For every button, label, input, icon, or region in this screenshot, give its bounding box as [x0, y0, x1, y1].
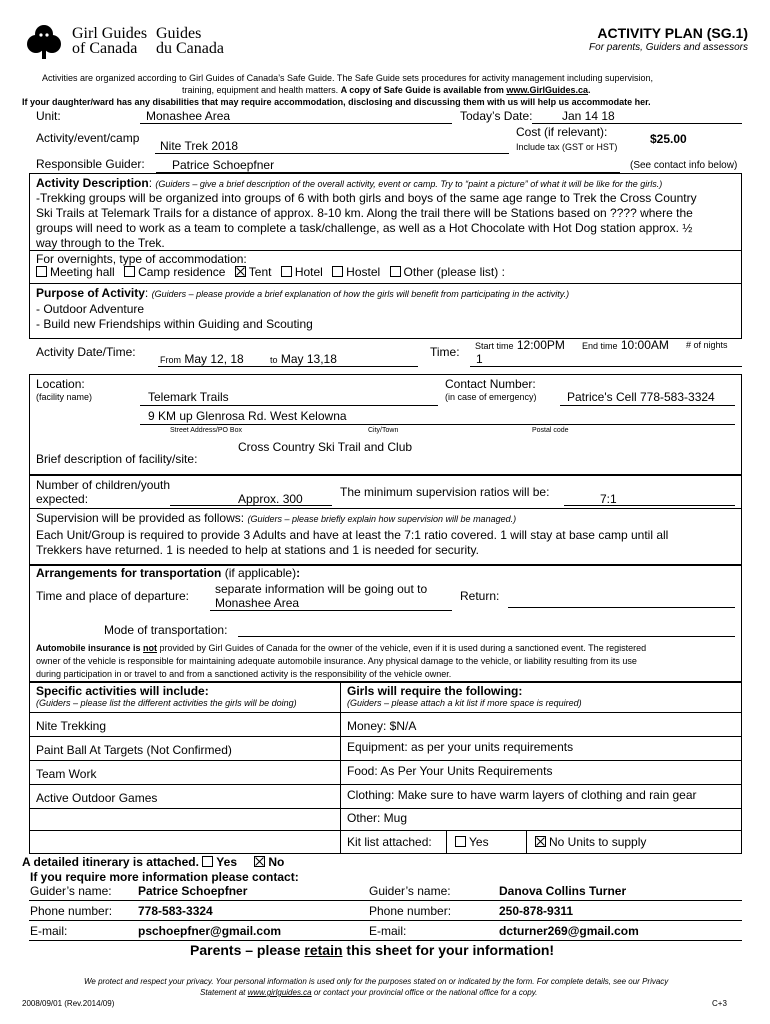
table-row-line	[29, 712, 742, 713]
insurance-line2: owner of the vehicle is responsible for maintaining adequate automobile insurance. Any physical damage to the vehicle, or liability resulting from its use	[36, 656, 637, 666]
supervision-line: Trekkers have returned. 1 is needed to help at stations and 1 is needed for security.	[36, 543, 479, 557]
logo-fr-line1: Guides	[156, 25, 202, 42]
checkbox-hotel[interactable]	[281, 265, 323, 279]
contact-info-note: (See contact info below)	[630, 160, 738, 171]
contact-heading: If you require more information please contact:	[30, 870, 299, 884]
itinerary-no-label: No	[268, 855, 285, 869]
purpose-text[interactable]	[36, 302, 313, 332]
description-line: Ski Trails at Telemark Trails for a distance of approx. 8-10 km. Along the trail there will be Stations based on ???? where the	[36, 206, 693, 220]
logo-text-en	[72, 26, 147, 56]
facility-name-label: (facility name)	[36, 392, 93, 402]
requirement-item[interactable]: Clothing: Make sure to have warm layers of clothing and rain gear	[347, 788, 697, 802]
address-field[interactable]: 9 KM up Glenrosa Rd. West Kelowna	[148, 409, 347, 423]
insurance-line1	[36, 642, 646, 655]
from-label: From	[160, 355, 181, 365]
guider2-phone-field[interactable]: 250-878-9311	[499, 904, 574, 918]
checkbox-meeting-hall[interactable]	[36, 265, 115, 279]
description-line: groups will need to work as a team to complete a task/challenge, as well as a Hot Chocolate with Hot Dog station approx. ½	[36, 221, 693, 235]
table-row-line	[29, 736, 742, 737]
transport-label-colon: :	[296, 566, 301, 580]
guider1-email-label: E-mail:	[30, 924, 68, 938]
insurance-text: provided by Girl Guides of Canada for the owner of the vehicle, even if it is used during a sanctioned event. The registered	[157, 643, 647, 653]
to-label: to	[270, 355, 278, 365]
guider2-phone-label: Phone number:	[369, 904, 452, 918]
intro-line2-text: training, equipment and health matters.	[182, 85, 341, 95]
description-label: Activity Description	[36, 176, 149, 190]
ratio-label: The minimum supervision ratios will be:	[340, 485, 550, 499]
date-to-field[interactable]: May 13,18	[280, 352, 337, 366]
transport-mode-label: Mode of transportation:	[104, 623, 228, 637]
requirement-item[interactable]: Food: As Per Your Units Requirements	[347, 764, 553, 778]
intro-line2	[182, 85, 591, 95]
table-row-line	[29, 830, 742, 831]
trefoil-logo-icon	[26, 22, 62, 60]
start-time-field[interactable]: 12:00PM	[516, 338, 565, 352]
accommodation-options	[36, 265, 505, 279]
purpose-item: - Build new Friendships within Guiding and Scouting	[36, 317, 313, 331]
activities-hint: (Guiders – please list the different activities the girls will be doing)	[36, 698, 297, 708]
logo-en-line2: of Canada	[72, 40, 138, 57]
itinerary-yes-label: Yes	[216, 855, 237, 869]
start-time	[475, 338, 565, 352]
guider2-email-field[interactable]: dcturner269@gmail.com	[499, 924, 639, 938]
date-from-field[interactable]: May 12, 18	[184, 352, 244, 366]
guider2-name-field[interactable]: Danova Collins Turner	[499, 884, 627, 898]
privacy-line1: We protect and respect your privacy. Your personal information is used only for the purposes stated on or indicated by the form. For complete details, see our Privacy	[84, 977, 669, 986]
guider1-name-field[interactable]: Patrice Schoepfner	[138, 884, 248, 898]
facility-description-field[interactable]: Cross Country Ski Trail and Club	[238, 440, 413, 454]
children-label-line1: Number of children/youth	[36, 478, 171, 492]
itinerary-yes-checkbox[interactable]	[202, 855, 237, 869]
location-label: Location:	[36, 377, 85, 391]
emergency-label: (in case of emergency)	[445, 392, 537, 402]
intro-line3: If your daughter/ward has any disabilities that may require accommodation, disclosing and discussing them with us will help us accommodate her.	[22, 97, 651, 107]
facility-name-field[interactable]: Telemark Trails	[148, 390, 229, 404]
option-label: Tent	[248, 265, 272, 279]
checkbox-other[interactable]	[390, 265, 505, 279]
retain-word: retain	[304, 942, 343, 958]
form-version: 2008/09/01 (Rev.2014/09)	[22, 999, 115, 1008]
address-caption: Street Address/PO Box	[170, 427, 242, 434]
option-label: Other (please list) :	[403, 265, 505, 279]
contact-line	[560, 391, 735, 406]
intro-line2-bold: A copy of Safe Guide is available from	[340, 85, 507, 95]
insurance-not: not	[143, 643, 158, 653]
activity-item[interactable]: Active Outdoor Games	[36, 791, 158, 805]
guider1-name-label: Guider’s name:	[30, 884, 112, 898]
requirements-header: Girls will require the following:	[347, 684, 523, 698]
form-code: C+3	[712, 999, 727, 1008]
departure-line	[210, 596, 452, 611]
transport-label-note: (if applicable)	[221, 566, 297, 580]
description-line: way through to the Trek.	[36, 236, 165, 250]
postal-caption: Postal code	[532, 427, 569, 434]
option-label: Camp residence	[138, 265, 226, 279]
todays-date-field[interactable]: Jan 14 18	[562, 109, 615, 123]
description-line: -Trekking groups will be organized into groups of 6 with both girls and boys of the same age range to Trek the Cross Country	[36, 191, 697, 205]
logo-text-fr	[156, 26, 224, 56]
insurance-notice	[36, 642, 646, 681]
itinerary-label: A detailed itinerary is attached.	[22, 855, 199, 869]
event-field[interactable]: Nite Trek 2018	[160, 139, 239, 153]
supervision-text[interactable]	[36, 528, 668, 558]
contact-row-line	[29, 900, 742, 901]
activity-date-label: Activity Date/Time:	[36, 345, 136, 359]
supervision-line: Each Unit/Group is required to provide 3 Adults and have at least the 7:1 ratio covered. 1 will stay at base camp until all	[36, 528, 669, 542]
retain-notice	[190, 942, 554, 958]
unit-label: Unit:	[36, 109, 61, 123]
checked-checkbox-icon	[235, 266, 246, 277]
privacy-text-end: or contact your provincial office or the national office for a copy.	[311, 988, 538, 997]
guider1-email-field[interactable]: pschoepfner@gmail.com	[138, 924, 282, 938]
kit-list-label: Kit list attached:	[347, 835, 432, 849]
contact-number-label: Contact Number:	[445, 377, 536, 391]
activity-item[interactable]: Paint Ball At Targets (Not Confirmed)	[36, 743, 232, 757]
date-to	[270, 352, 337, 366]
requirement-item[interactable]: Equipment: as per your units requirements	[347, 740, 574, 754]
insurance-bold: Automobile insurance is	[36, 643, 144, 653]
unit-field[interactable]: Monashee Area	[146, 109, 231, 123]
divider	[29, 508, 742, 509]
kit-divider	[446, 830, 447, 854]
departure-line: Monashee Area	[215, 596, 300, 610]
return-line	[508, 593, 735, 608]
intro-line1: Activities are organized according to Girl Guides of Canada’s Safe Guide. The Safe Guide sets procedures for activity management including supervision,	[42, 73, 653, 83]
contact-row-line	[29, 920, 742, 921]
purpose-item: - Outdoor Adventure	[36, 302, 145, 316]
page-subtitle: For parents, Guiders and assessors	[589, 42, 748, 53]
activity-item[interactable]: Team Work	[36, 767, 97, 781]
cost-field[interactable]: $25.00	[650, 132, 687, 146]
supervision-label: Supervision will be provided as follows:	[36, 511, 245, 525]
event-label: Activity/event/camp	[36, 131, 140, 145]
ratio-field[interactable]: 7:1	[600, 492, 617, 506]
return-label: Return:	[460, 589, 500, 603]
facility-line	[140, 391, 438, 406]
intro-line2-end: .	[588, 85, 591, 95]
checked-checkbox-icon	[254, 856, 265, 867]
nights-label: # of nights	[686, 340, 728, 350]
checkbox-icon	[390, 266, 401, 277]
logo-fr-line2: du Canada	[156, 40, 224, 57]
children-count-field[interactable]: Approx. 300	[238, 492, 303, 506]
transport-heading	[36, 566, 300, 580]
activities-header: Specific activities will include:	[36, 684, 209, 698]
requirements-hint: (Guiders – please attach a kit list if more space is required)	[347, 698, 582, 708]
table-column-divider	[340, 682, 341, 854]
cost-label: Cost (if relevant):	[516, 125, 608, 139]
kit-yes-checkbox[interactable]	[455, 835, 489, 849]
nights-field[interactable]: 1	[476, 352, 483, 366]
activity-item[interactable]: Nite Trekking	[36, 719, 107, 733]
transport-label: Arrangements for transportation	[36, 566, 222, 580]
privacy-line2	[200, 988, 537, 997]
guider1-phone-field[interactable]: 778-583-3324	[138, 904, 213, 918]
table-row-line	[29, 808, 742, 809]
checkbox-icon	[202, 856, 213, 867]
checkbox-icon	[332, 266, 343, 277]
retain-text-end: this sheet for your information!	[342, 942, 555, 958]
kit-no-label: No Units to supply	[549, 835, 647, 849]
purpose-hint: (Guiders – please provide a brief explanation of how the girls will benefit from participating in the activity.)	[151, 289, 570, 299]
city-caption: City/Town	[368, 427, 399, 434]
girlguides-link[interactable]: www.GirlGuides.ca	[506, 85, 589, 95]
description-hint: (Guiders – give a brief description of the overall activity, event or camp. Try to “paint a picture” of what it will be like for the girls.)	[155, 179, 663, 189]
retain-text: Parents – please	[190, 942, 305, 958]
end-time-field[interactable]: 10:00AM	[620, 338, 669, 352]
table-row-line	[29, 784, 742, 785]
purpose-heading: Purpose of Activity: (Guiders – please provide a brief explanation of how the girls will benefit from participating in the activity.)	[36, 286, 570, 300]
checkbox-icon	[281, 266, 292, 277]
logo-en-line1: Girl Guides	[72, 25, 148, 42]
kit-divider	[526, 830, 527, 854]
contact-row-line	[29, 940, 742, 941]
children-count-label	[36, 478, 170, 506]
description-heading: Activity Description: (Guiders – give a brief description of the overall activity, event or camp. Try to “paint a picture” of what it will be like for the girls.)	[36, 176, 663, 190]
checkbox-icon	[36, 266, 47, 277]
option-label: Hostel	[346, 265, 381, 279]
end-time	[582, 338, 669, 352]
itinerary-no-checkbox[interactable]	[254, 855, 284, 869]
guider2-email-label: E-mail:	[369, 924, 407, 938]
address-line	[140, 410, 735, 425]
supervision-hint: (Guiders – please briefly explain how supervision will be managed.)	[247, 514, 517, 524]
facility-description-label: Brief description of facility/site:	[36, 452, 198, 466]
requirement-item[interactable]: Money: $N/A	[347, 719, 417, 733]
ratio-line	[564, 491, 735, 506]
guider1-phone-label: Phone number:	[30, 904, 113, 918]
guider2-name-label: Guider’s name:	[369, 884, 451, 898]
cost-tax-note: Include tax (GST or HST)	[516, 142, 618, 152]
overnight-label: For overnights, type of accommodation:	[36, 252, 247, 266]
departure-line: separate information will be going out to	[215, 582, 428, 596]
privacy-text: Statement at	[200, 988, 248, 997]
nights-line	[470, 352, 742, 367]
departure-label: Time and place of departure:	[36, 589, 189, 603]
checkbox-icon	[455, 836, 466, 847]
checkbox-icon	[124, 266, 135, 277]
table-row-line	[29, 760, 742, 761]
purpose-label: Purpose of Activity	[36, 286, 145, 300]
responsible-guider-label: Responsible Guider:	[36, 157, 145, 171]
end-time-label: End time	[582, 341, 618, 351]
option-label: Hotel	[294, 265, 323, 279]
contact-number-field[interactable]: Patrice's Cell 778-583-3324	[567, 390, 715, 404]
checked-checkbox-icon	[535, 836, 546, 847]
checkbox-tent[interactable]	[235, 265, 272, 279]
requirement-item[interactable]: Other: Mug	[347, 811, 408, 825]
todays-date-label: Today’s Date:	[460, 109, 533, 123]
responsible-guider-field[interactable]: Patrice Schoepfner	[172, 158, 275, 172]
children-label-line2: expected:	[36, 492, 89, 506]
checkbox-hostel[interactable]	[332, 265, 380, 279]
supervision-heading	[36, 511, 516, 525]
children-line	[170, 491, 332, 506]
page-title: ACTIVITY PLAN (SG.1)	[597, 25, 748, 41]
divider	[29, 283, 742, 284]
transport-mode-line	[238, 622, 735, 637]
description-text[interactable]	[36, 191, 697, 251]
itinerary-row	[22, 855, 284, 869]
option-label: Meeting hall	[50, 265, 115, 279]
privacy-link[interactable]: www.girlguides.ca	[247, 988, 312, 997]
insurance-line3: during participation in or travel to and from a sanctioned activity is the responsibility of the vehicle owner.	[36, 669, 452, 679]
time-label: Time:	[430, 345, 460, 359]
divider	[29, 250, 742, 251]
start-time-label: Start time	[475, 341, 514, 351]
checkbox-camp-residence[interactable]	[124, 265, 225, 279]
kit-yes-label: Yes	[469, 835, 489, 849]
kit-no-checkbox[interactable]	[535, 835, 646, 849]
